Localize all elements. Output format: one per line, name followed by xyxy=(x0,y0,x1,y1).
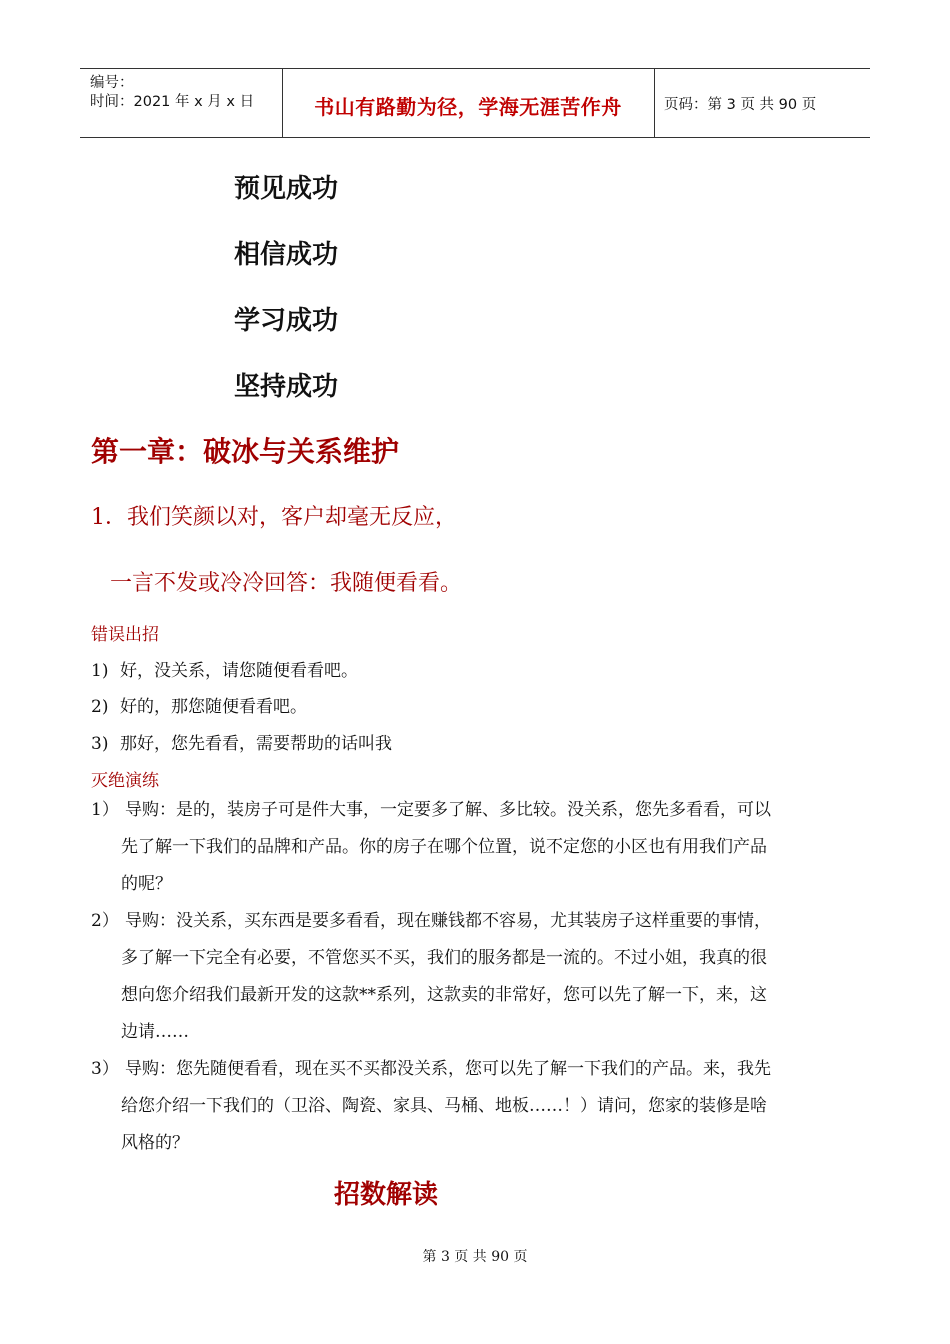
drill-item-2 xyxy=(91,903,871,1051)
wrong-move-item xyxy=(91,656,358,681)
item-number: 1) xyxy=(91,661,109,681)
item-number: 3） xyxy=(91,1059,119,1079)
item-number: 2) xyxy=(91,697,109,717)
wrong-moves-heading: 错误出招 xyxy=(91,625,159,645)
header-motto: 书山有路勤为径，学海无涯苦作舟 xyxy=(314,95,622,119)
success-line-3: 学习成功 xyxy=(234,306,339,336)
success-line-4: 坚持成功 xyxy=(234,372,339,402)
item-number: 1） xyxy=(91,800,119,820)
question-line-1: 1．我们笑颜以对，客户却毫无反应， xyxy=(91,505,457,530)
page-footer: 第 3 页 共 90 页 xyxy=(422,1249,528,1265)
item-text: 好的，那您随便看看吧。 xyxy=(120,697,307,717)
drill-item-1 xyxy=(91,792,871,903)
paragraph-line: 边请…… xyxy=(121,1022,189,1042)
item-text: 好，没关系，请您随便看看吧。 xyxy=(120,661,358,681)
document-number-label: 编号： xyxy=(90,75,134,91)
item-number: 3) xyxy=(91,734,109,754)
item-text: 那好，您先看看，需要帮助的话叫我 xyxy=(120,734,392,754)
header-left-cell xyxy=(80,69,283,137)
paragraph-line: 想向您介绍我们最新开发的这款**系列，这款卖的非常好，您可以先了解一下，来，这 xyxy=(121,985,767,1005)
header-right-cell xyxy=(654,69,870,137)
header-page-info: 页码：第 3 页 共 90 页 xyxy=(664,97,817,113)
drill-heading: 灭绝演练 xyxy=(91,771,159,791)
paragraph-line: 导购：没关系，买东西是要多看看，现在赚钱都不容易，尤其装房子这样重要的事情， xyxy=(125,911,771,931)
wrong-move-item xyxy=(91,729,392,754)
paragraph-line: 的呢？ xyxy=(121,874,172,894)
document-date: 时间：2021 年 x 月 x 日 xyxy=(90,94,255,110)
paragraph-line: 多了解一下完全有必要，不管您买不买，我们的服务都是一流的。不过小姐，我真的很 xyxy=(121,948,767,968)
success-line-1: 预见成功 xyxy=(234,174,339,204)
paragraph-line: 导购：是的，装房子可是件大事，一定要多了解、多比较。没关系，您先多看看，可以 xyxy=(125,800,771,820)
item-number: 2） xyxy=(91,911,119,931)
success-line-2: 相信成功 xyxy=(234,240,339,270)
paragraph-line: 先了解一下我们的品牌和产品。你的房子在哪个位置，说不定您的小区也有用我们产品 xyxy=(121,837,767,857)
page-header xyxy=(80,68,870,138)
header-middle-cell xyxy=(282,69,655,137)
paragraph-line: 导购：您先随便看看，现在买不买都没关系，您可以先了解一下我们的产品。来，我先 xyxy=(125,1059,771,1079)
question-line-2: 一言不发或冷冷回答：我随便看看。 xyxy=(110,571,463,596)
drill-item-3 xyxy=(91,1051,871,1162)
chapter-title: 第一章：破冰与关系维护 xyxy=(91,435,400,468)
wrong-move-item xyxy=(91,692,307,717)
paragraph-line: 风格的？ xyxy=(121,1133,189,1153)
interpretation-heading: 招数解读 xyxy=(334,1180,439,1210)
paragraph-line: 给您介绍一下我们的（卫浴、陶瓷、家具、马桶、地板……！）请问，您家的装修是啥 xyxy=(121,1096,767,1116)
